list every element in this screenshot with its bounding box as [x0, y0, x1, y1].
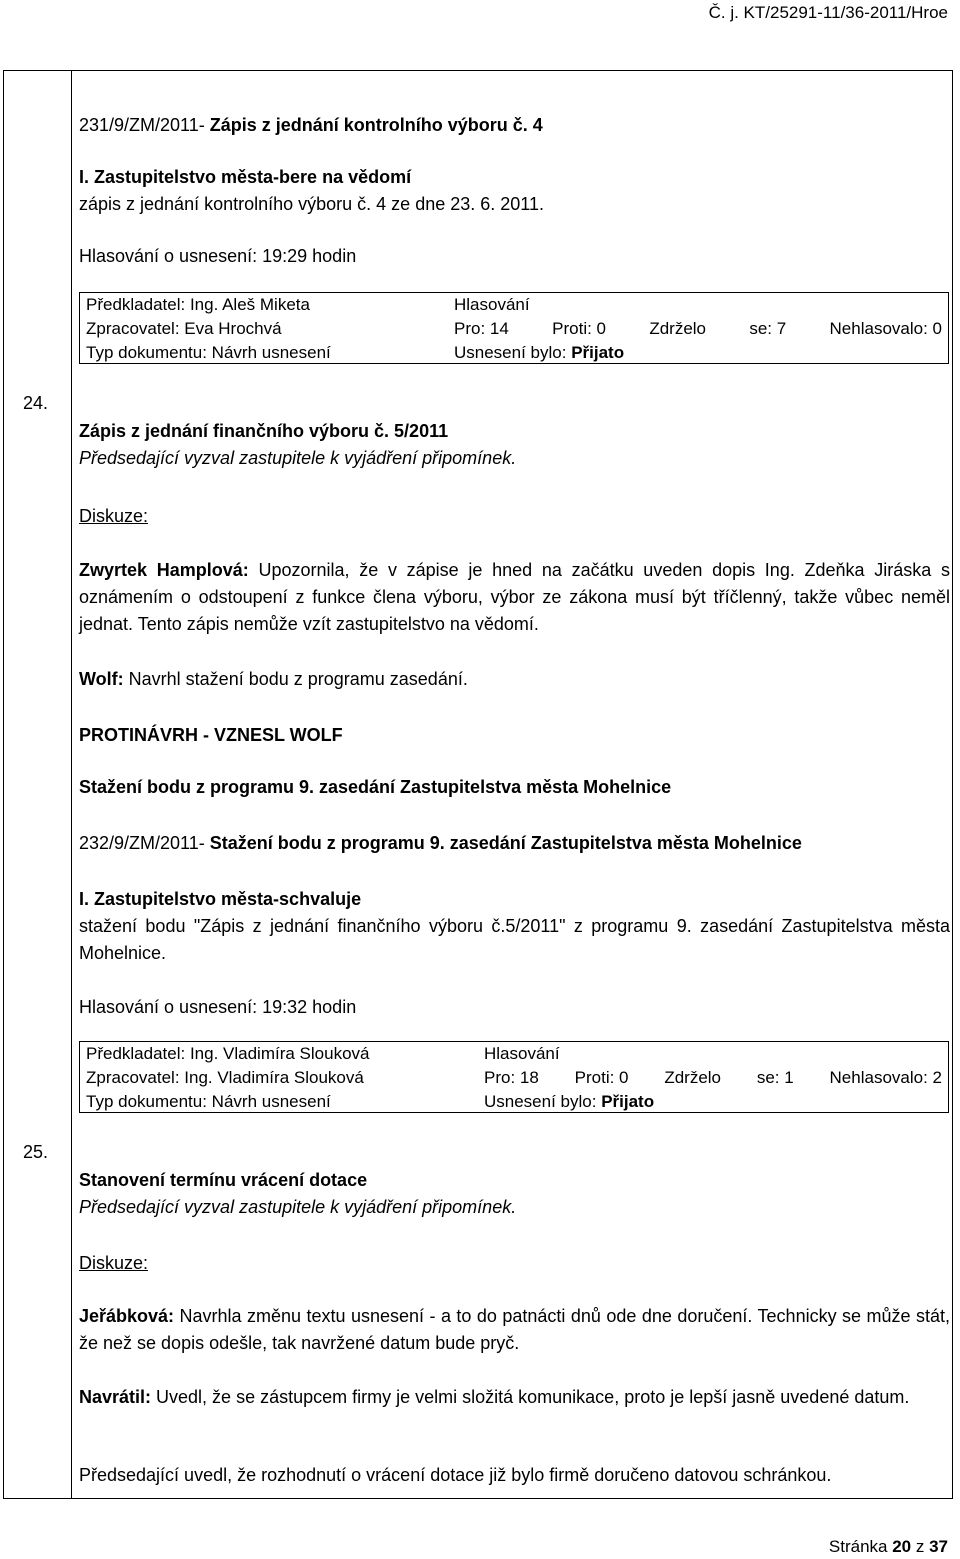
vote-box — [79, 292, 949, 364]
document-type: Typ dokumentu: Návrh usnesení — [86, 343, 331, 362]
vote-nehlasovalo: Nehlasovalo: 0 — [829, 319, 942, 338]
vote-pro: Pro: 18 — [484, 1068, 539, 1087]
submitter: Předkladatel: Ing. Aleš Miketa — [86, 295, 310, 314]
resolution-231-heading — [79, 112, 950, 139]
item-title: Zápis z jednání finančního výboru č. 5/2011 — [79, 421, 449, 441]
vote-result: Usnesení bylo: Přijato — [484, 1092, 655, 1111]
discussion-label: Diskuze: — [79, 1253, 149, 1273]
discussion-entry — [79, 1303, 950, 1357]
processor: Zpracovatel: Ing. Vladimíra Slouková — [86, 1068, 364, 1087]
vote-result-value: Přijato — [571, 343, 625, 362]
speaker-name: Jeřábková: — [79, 1306, 175, 1326]
chair-call: Předsedající vyzval zastupitele k vyjádření připomínek. — [79, 1197, 517, 1217]
resolution-number: 232/9/ZM/2011- — [79, 833, 205, 853]
speaker-name: Navrátil: — [79, 1387, 152, 1407]
vote-time: Hlasování o usnesení: 19:32 hodin — [79, 997, 357, 1017]
resolution-232-heading — [79, 830, 950, 857]
vote-box — [79, 1041, 949, 1113]
resolution-number: 231/9/ZM/2011- — [79, 115, 205, 135]
page-current: 20 — [892, 1537, 912, 1556]
voting-label: Hlasování — [454, 295, 530, 314]
column-divider — [71, 71, 72, 1498]
speaker-text: Navrhl stažení bodu z programu zasedání. — [123, 669, 468, 689]
withdrawal-title: Stažení bodu z programu 9. zasedání Zastupitelstva města Mohelnice — [79, 777, 672, 797]
vote-proti: Proti: 0 — [552, 319, 606, 338]
vote-result: Usnesení bylo: Přijato — [454, 343, 625, 362]
counter-proposal: PROTINÁVRH - VZNESL WOLF — [79, 725, 343, 745]
vote-pro: Pro: 14 — [454, 319, 509, 338]
page-number: Stránka 20 z 37 — [828, 1537, 948, 1556]
vote-result-value: Přijato — [601, 1092, 655, 1111]
discussion-label: Diskuze: — [79, 506, 149, 526]
vote-zdrzelo-count: se: 1 — [756, 1068, 794, 1087]
speaker-text: Navrhla změnu textu usnesení - a to do patnácti dnů ode dne doručení. Technicky se může stát, že než se dopis odešle, tak navržené datum bude pryč. — [79, 1306, 950, 1353]
vote-time: Hlasování o usnesení: 19:29 hodin — [79, 246, 357, 266]
discussion-entry — [79, 666, 950, 693]
voting-label: Hlasování — [484, 1044, 560, 1063]
vote-counts — [484, 1066, 942, 1090]
decision-heading: I. Zastupitelstvo města-schvaluje — [79, 889, 362, 909]
processor: Zpracovatel: Eva Hrochvá — [86, 319, 282, 338]
vote-nehlasovalo: Nehlasovalo: 2 — [829, 1068, 942, 1087]
vote-counts — [454, 317, 942, 341]
speaker-text: Upozornila, že v zápise je hned na začátku uveden dopis Ing. Zdeňka Jiráska s oznámením o odstoupení z funkce člena výboru, výbor ze zákona musí být tříčlenný, takže vůbec neměl jednat. Tento zápis nemůže vzít zastupitelstvo na vědomí. — [79, 560, 950, 634]
document-type: Typ dokumentu: Návrh usnesení — [86, 1092, 331, 1111]
decision-heading: I. Zastupitelstvo města-bere na vědomí — [79, 167, 412, 187]
resolution-title: Stažení bodu z programu 9. zasedání Zastupitelstva města Mohelnice — [204, 833, 802, 853]
vote-zdrzelo-count: se: 7 — [749, 319, 787, 338]
chair-call: Předsedající vyzval zastupitele k vyjádření připomínek. — [79, 448, 517, 468]
item-number: 24. — [23, 393, 49, 413]
vote-zdrzelo: Zdrželo — [664, 1068, 722, 1087]
decision-text: zápis z jednání kontrolního výboru č. 4 ze dne 23. 6. 2011. — [79, 194, 544, 214]
discussion-entry — [79, 557, 950, 638]
item-number: 25. — [23, 1142, 49, 1162]
speaker-text: Uvedl, že se zástupcem firmy je velmi složitá komunikace, proto je lepší jasně uvedené datum. — [151, 1387, 910, 1407]
item-title: Stanovení termínu vrácení dotace — [79, 1170, 368, 1190]
resolution-title: Zápis z jednání kontrolního výboru č. 4 — [204, 115, 543, 135]
speaker-name: Wolf: — [79, 669, 124, 689]
document-reference: Č. j. KT/25291-11/36-2011/Hroe — [708, 3, 948, 22]
page-total: 37 — [929, 1537, 948, 1556]
vote-zdrzelo: Zdrželo — [649, 319, 707, 338]
discussion-entry — [79, 1384, 950, 1411]
submitter: Předkladatel: Ing. Vladimíra Slouková — [86, 1044, 370, 1063]
vote-proti: Proti: 0 — [574, 1068, 629, 1087]
chair-note: Předsedající uvedl, že rozhodnutí o vrácení dotace již bylo firmě doručeno datovou schránkou. — [79, 1465, 832, 1485]
speaker-name: Zwyrtek Hamplová: — [79, 560, 249, 580]
decision-text: stažení bodu "Zápis z jednání finančního výboru č.5/2011" z programu 9. zasedání Zastupitelstva města Mohelnice. — [79, 916, 950, 963]
